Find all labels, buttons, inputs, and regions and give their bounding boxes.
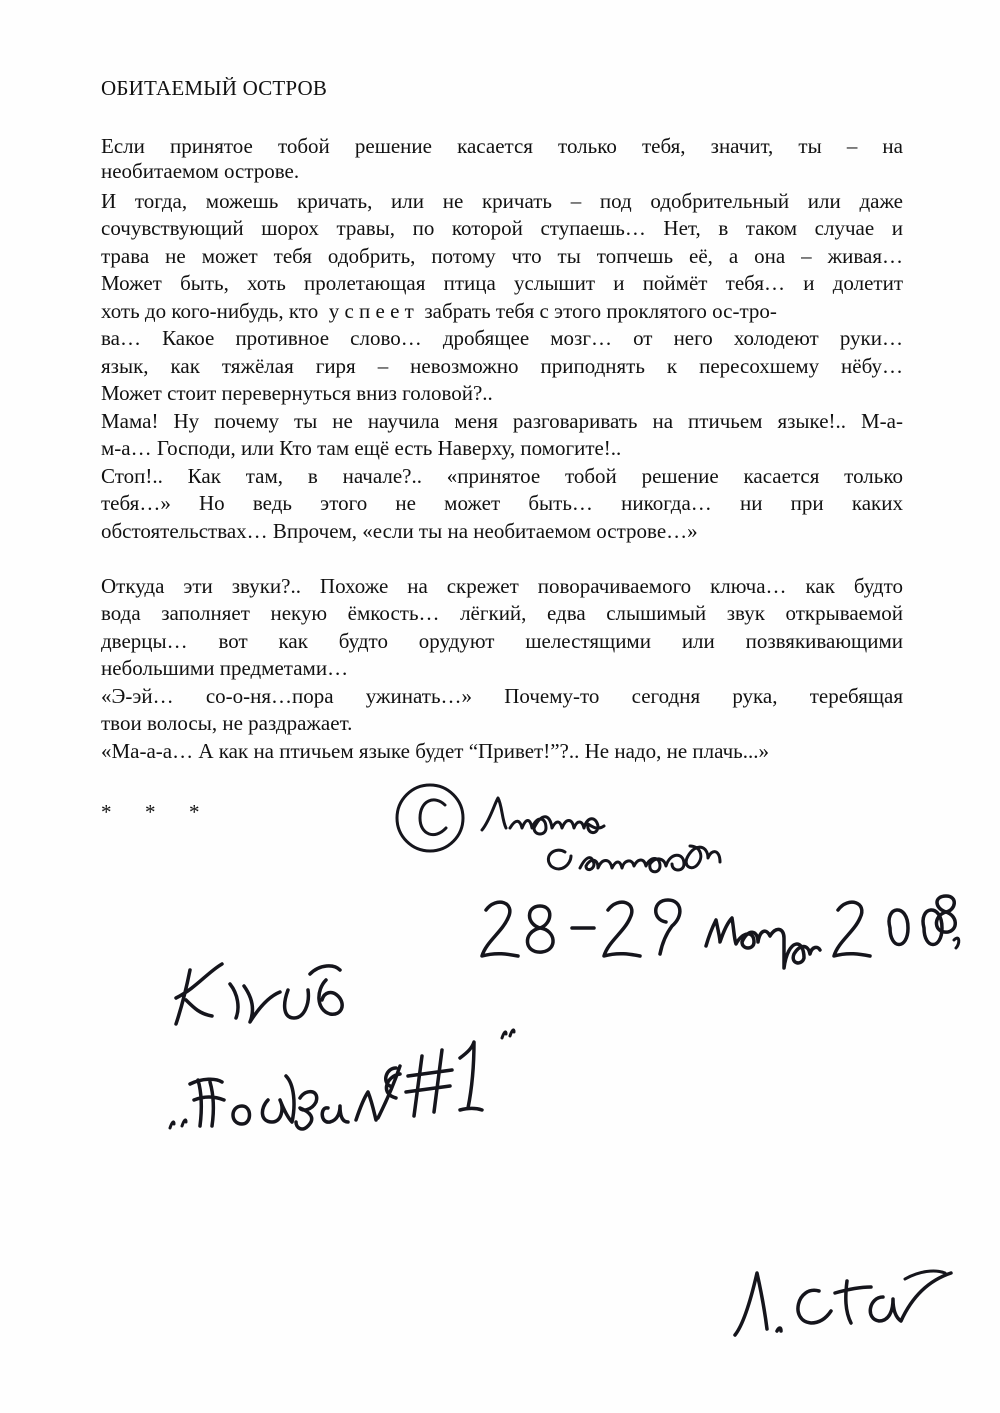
- document-title: ОБИТАЕМЫЙ ОСТРОВ: [101, 76, 328, 100]
- text-line: ва… Какое противное слово… дробящее мозг… от него холодеют руки…: [101, 326, 903, 350]
- text-line: дверцы… вот как будто орудуют шелестящими или позвякивающими: [101, 629, 903, 653]
- handwritten-author: [390, 770, 910, 890]
- text-line: Откуда эти звуки?.. Похоже на скрежет поворачиваемого ключа… как будто: [101, 574, 903, 598]
- text-line: трава не может тебя одобрить, потому что ты топчешь её, а она – живая…: [101, 244, 903, 268]
- text-line: Мама! Ну почему ты не научила меня разговаривать на птичьем языке!.. М-а-: [101, 409, 903, 433]
- handwritten-date: [480, 890, 960, 970]
- text-line: Может быть, хоть пролетающая птица услышит и поймёт тебя… и долетит: [101, 271, 903, 295]
- separator-star: *: [101, 800, 112, 824]
- text-line: Если принятое тобой решение касается только тебя, значит, ты – на: [101, 134, 903, 158]
- text-line: И тогда, можешь кричать, или не кричать – под одобрительный или даже: [101, 189, 903, 213]
- handwritten-club: [160, 950, 520, 1150]
- text-line: хоть до кого-нибудь, кто у с п е е т забрать тебя с этого проклятого ос-тро-: [101, 299, 777, 323]
- text-line: язык, как тяжёлая гиря – невозможно приподнять к пересохшему нёбу…: [101, 354, 903, 378]
- text-line: необитаемом острове.: [101, 159, 300, 183]
- text-line: твои волосы, не раздражает.: [101, 711, 353, 735]
- text-line: обстоятельствах… Впрочем, «если ты на необитаемом острове…»: [101, 519, 698, 543]
- text-line: «Ма-а-а… А как на птичьем языке будет “Привет!”?.. Не надо, не плачь...»: [101, 739, 769, 763]
- text-line: сочувствующий шорох травы, по которой ступаешь… Нет, в таком случае и: [101, 216, 903, 240]
- text-line: м-а… Господи, или Кто там ещё есть Наверху, помогите!..: [101, 436, 622, 460]
- text-line: небольшими предметами…: [101, 656, 349, 680]
- text-line: вода заполняет некую ёмкость… лёгкий, едва слышимый звук открываемой: [101, 601, 903, 625]
- separator-star: *: [189, 800, 200, 824]
- text-line: «Э-эй… со-о-ня…пора ужинать…» Почему-то сегодня рука, теребящая: [101, 684, 903, 708]
- handwritten-signature: [715, 1245, 965, 1355]
- text-line: Может стоит перевернуться вниз головой?..: [101, 381, 493, 405]
- section-separator: [101, 800, 233, 825]
- separator-star: *: [145, 800, 156, 824]
- text-line: тебя…» Но ведь этого не может быть… никогда… ни при каких: [101, 491, 903, 515]
- text-line: Стоп!.. Как там, в начале?.. «принятое тобой решение касается только: [101, 464, 903, 488]
